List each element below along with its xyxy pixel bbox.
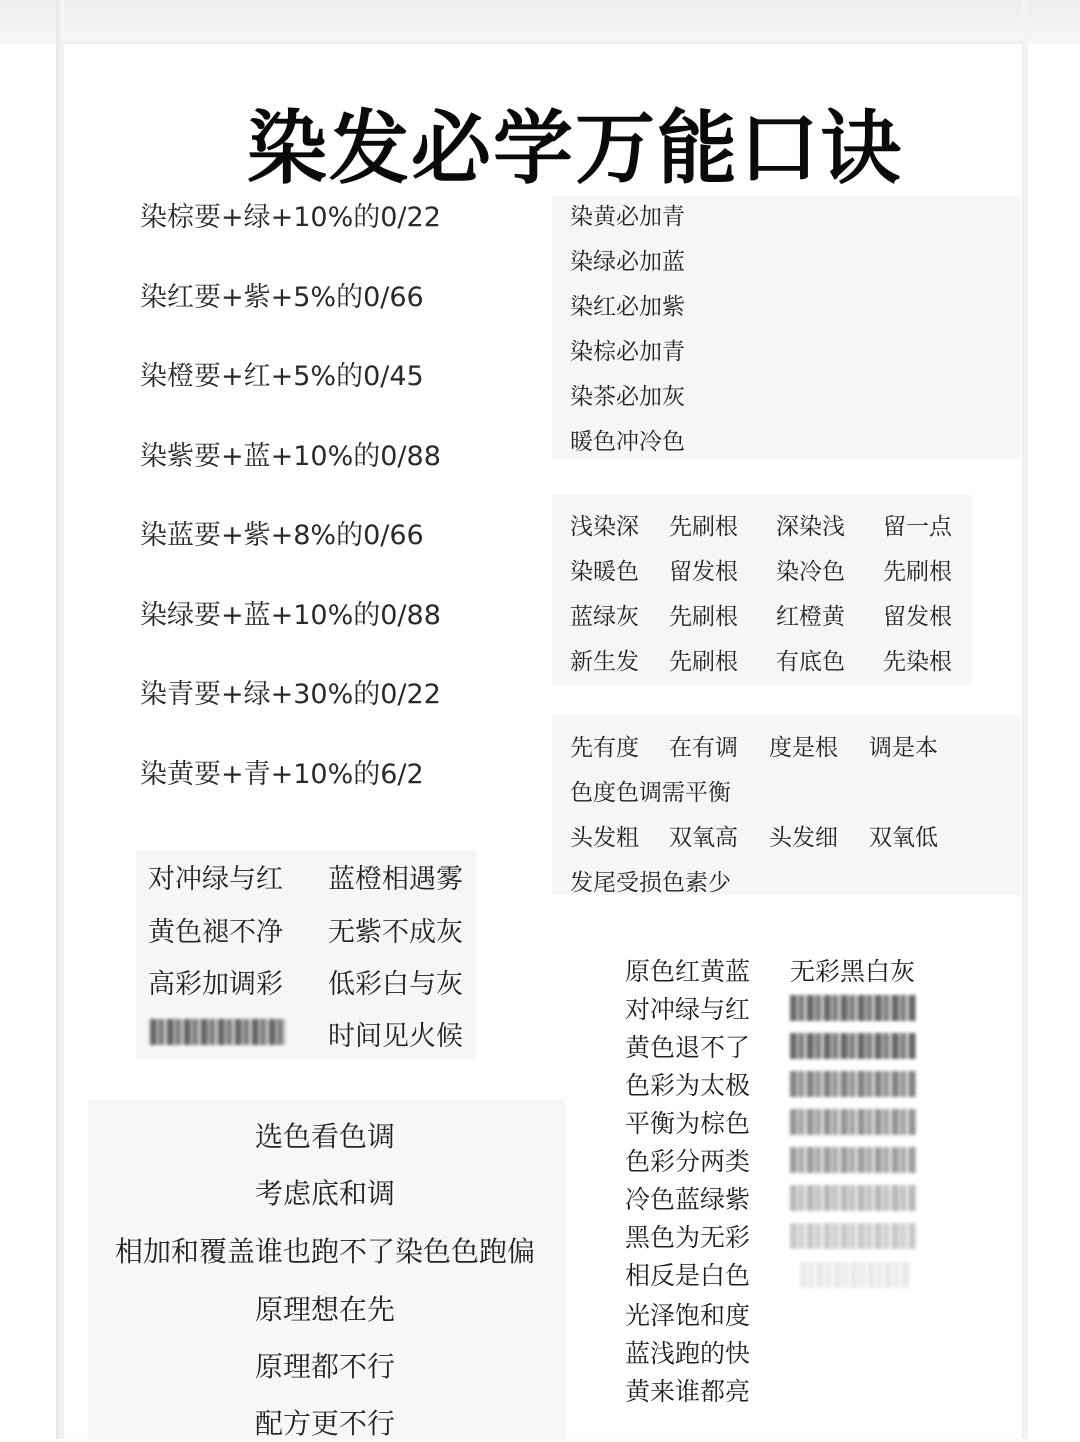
principle-line: 原理想在先 (254, 1293, 395, 1326)
depth-cell: 先有度 (570, 735, 639, 761)
mnemonic-item: 对冲绿与红 (148, 864, 283, 895)
root-grid-cell: 红橙黄 (776, 604, 845, 630)
add-rule-item: 暖色冲冷色 (570, 429, 685, 455)
mnemonic-item: 无紫不成灰 (328, 917, 463, 948)
root-grid-row (570, 508, 973, 541)
mnemonic-item: 低彩白与灰 (328, 969, 463, 1000)
theory-line: 黄色退不了 (625, 1033, 751, 1062)
theory-line: 光泽饱和度 (625, 1301, 751, 1330)
root-grid-cell: 染冷色 (776, 559, 845, 585)
depth-cell: 度是根 (769, 735, 838, 761)
formula-item: 染红要+紫+5%的0/66 (140, 282, 424, 313)
formula-item: 染黄要+青+10%的6/2 (140, 759, 424, 790)
blurred-text (790, 1223, 916, 1249)
depth-line: 色度色调需平衡 (570, 780, 731, 806)
root-grid-cell: 有底色 (776, 649, 845, 675)
page-title: 染发必学万能口诀 (247, 102, 903, 195)
page-right-edge (1022, 0, 1028, 1439)
blurred-text (790, 1147, 916, 1173)
root-grid-cell: 深染浅 (776, 514, 845, 540)
blurred-text (790, 995, 916, 1021)
theory-line: 蓝浅跑的快 (625, 1339, 751, 1368)
root-grid-cell: 留一点 (883, 514, 952, 540)
root-grid-row (570, 553, 973, 586)
blurred-text (790, 1185, 916, 1211)
theory-line: 黄来谁都亮 (625, 1377, 751, 1406)
root-grid-cell: 先染根 (883, 649, 952, 675)
principle-line: 选色看色调 (254, 1120, 395, 1153)
root-grid-cell: 留发根 (669, 559, 738, 585)
depth-cell: 头发粗 (570, 825, 639, 851)
root-grid-cell: 先刷根 (669, 604, 738, 630)
theory-line: 色彩为太极 (625, 1071, 751, 1100)
root-grid-cell: 蓝绿灰 (570, 604, 639, 630)
page-left-edge (56, 0, 64, 1439)
mnemonic-item: 高彩加调彩 (148, 969, 283, 1000)
blurred-text (790, 1109, 916, 1135)
depth-cell: 在有调 (669, 735, 738, 761)
blurred-text (790, 1071, 916, 1097)
root-grid-cell: 先刷根 (883, 559, 952, 585)
depth-cell: 双氧低 (869, 825, 938, 851)
add-rule-item: 染棕必加青 (570, 339, 685, 365)
add-rule-item: 染黄必加青 (570, 204, 685, 230)
theory-line: 色彩分两类 (625, 1147, 751, 1176)
depth-cell: 调是本 (869, 735, 938, 761)
add-rule-item: 染红必加紫 (570, 294, 685, 320)
root-grid-row (570, 598, 973, 631)
add-rule-item: 染茶必加灰 (570, 384, 685, 410)
depth-cell: 双氧高 (669, 825, 738, 851)
formula-item: 染青要+绿+30%的0/22 (140, 679, 441, 710)
add-rule-item: 染绿必加蓝 (570, 249, 685, 275)
depth-line: 发尾受损色素少 (570, 870, 731, 896)
theory-line: 冷色蓝绿紫 (625, 1185, 751, 1214)
root-grid-cell: 先刷根 (669, 649, 738, 675)
theory-line: 原色红黄蓝 (625, 957, 751, 986)
theory-line: 无彩黑白灰 (790, 957, 916, 986)
theory-line: 对冲绿与红 (625, 995, 751, 1024)
root-grid-cell: 浅染深 (570, 514, 639, 540)
root-grid-cell: 留发根 (883, 604, 952, 630)
depth-row (570, 729, 959, 762)
theory-line: 黑色为无彩 (625, 1223, 751, 1252)
formula-item: 染棕要+绿+10%的0/22 (140, 202, 441, 233)
formula-item: 染橙要+红+5%的0/45 (140, 361, 424, 392)
root-grid-row (570, 643, 973, 676)
formula-item: 染绿要+蓝+10%的0/88 (140, 600, 441, 631)
root-grid-cell: 先刷根 (669, 514, 738, 540)
theory-line: 平衡为棕色 (625, 1109, 751, 1138)
theory-line: 相反是白色 (625, 1261, 751, 1290)
formula-item: 染蓝要+紫+8%的0/66 (140, 520, 424, 551)
blurred-text (150, 1019, 286, 1045)
formula-item: 染紫要+蓝+10%的0/88 (140, 441, 441, 472)
mnemonic-item: 蓝橙相遇雾 (328, 864, 463, 895)
depth-row (570, 819, 959, 852)
root-grid-cell: 新生发 (570, 649, 639, 675)
mnemonic-item: 黄色褪不净 (148, 917, 283, 948)
depth-cell: 头发细 (769, 825, 838, 851)
top-background-band (0, 0, 1080, 44)
mnemonic-item: 时间见火候 (328, 1021, 463, 1052)
principle-line: 原理都不行 (254, 1350, 395, 1383)
blurred-text (790, 1033, 916, 1059)
root-grid-cell: 染暖色 (570, 559, 639, 585)
principle-line: 相加和覆盖谁也跑不了染色色跑偏 (114, 1235, 535, 1268)
add-rules-panel (552, 196, 1020, 458)
blurred-text (800, 1262, 910, 1288)
principle-line: 配方更不行 (254, 1407, 395, 1440)
principle-line: 考虑底和调 (254, 1177, 395, 1210)
